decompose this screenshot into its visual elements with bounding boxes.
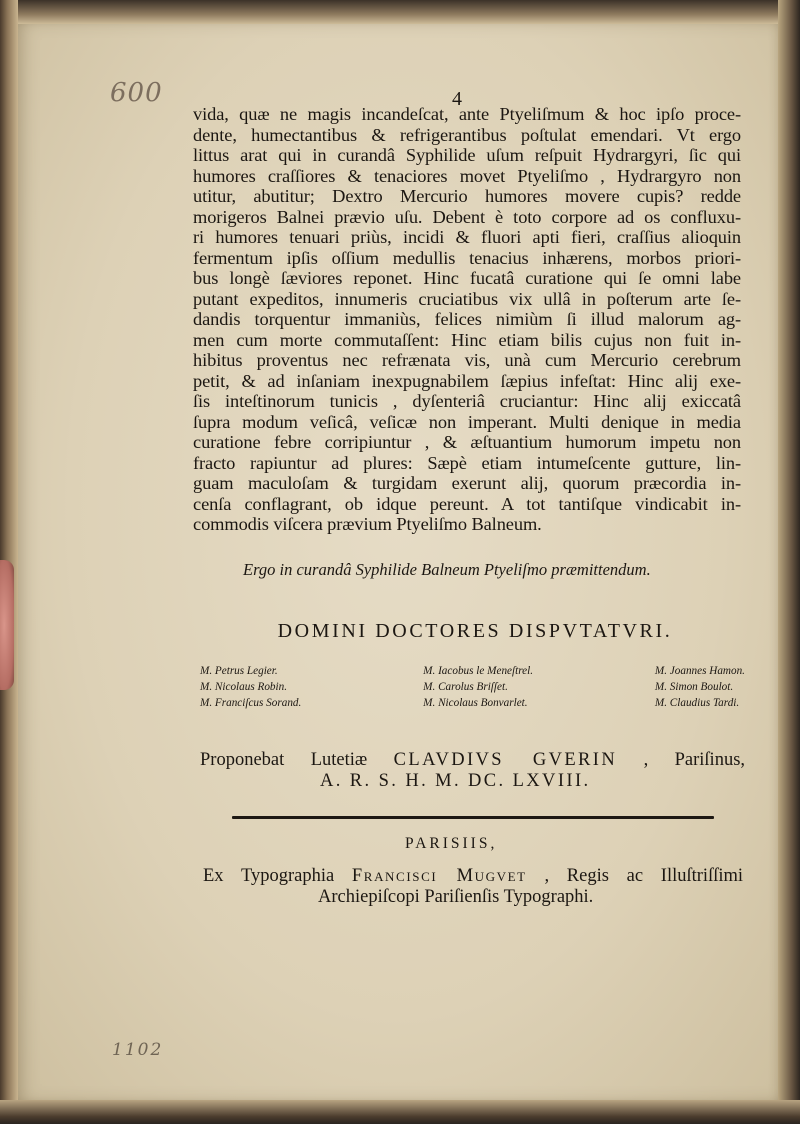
names-column-2 [423,663,533,711]
date-line: A. R. S. H. M. DC. LXVIII. [320,771,591,791]
disputant-name: M. Joannes Hamon. [654,665,745,677]
disputant-names [200,663,745,711]
page-number: 4 [452,88,462,110]
body-line: dente, humectantibus & refrigerantibus poſtulat emendari. Vt ergo [193,124,741,145]
imprint-place: PARISIIS, [405,835,498,852]
disputant-name: M. Nicolaus Robin. [200,681,288,693]
divider-rule [232,816,714,819]
disputant-name: M. Simon Boulot. [654,681,734,693]
body-line: curatione febre corripiuntur , & æſtuantium humorum impetu non [193,432,741,452]
body-line: ſis inteſtinorum tunicis , dyſenteriâ cruciantur: Hinc alij exiccatâ [193,391,741,411]
proponent-line [200,750,745,771]
conclusion-line: Ergo in curandâ Syphilide Balneum Ptyeliſmo præmittendum. [243,560,651,579]
body-line: men cum morte commutaſſent: Hinc etiam bilis cujus non fuit in- [193,329,741,350]
body-line: utitur, abutitur; Dextro Mercurio humores movere cupis? redde [193,186,741,206]
names-column-1 [200,663,301,711]
right-book-edge [778,0,800,1124]
body-text [193,104,741,535]
disputant-name: M. Claudius Tardi. [654,697,740,709]
handwritten-folio-mark: 600 [110,78,163,108]
thumb-holding-page [0,560,14,690]
proponent-suffix: , Pariſinus, [643,750,746,770]
body-line: putant expeditos, innumeris cruciatibus vix ullâ in poſterum arte ſe- [193,288,741,309]
body-line: morigeros Balnei prævio uſu. Debent è toto corpore ad os confluxu- [193,206,741,227]
printer-name: Francisci Mugvet [351,866,527,886]
body-line: ri humores tenuari priùs, incidi & fluori apti fieri, craſſius alioquin [193,227,741,247]
body-line: guam maculoſam & turgidam exerunt alij, quorum præcordia in- [193,473,741,493]
body-line: ſupra modum veſicâ, veſicæ non imperant. Multi denique in media [193,411,741,432]
disputant-name: M. Petrus Legier. [200,665,278,677]
handwritten-catalog-mark: 1102 [112,1040,164,1060]
body-line: vida, quæ ne magis incandeſcat, ante Ptyeliſmum & hoc ipſo proce- [193,104,741,124]
body-line: petit, & ad inſaniam inexpugnabilem ſæpius infeſtat: Hinc alij exe- [193,370,741,391]
body-line: bus longè ſæviores reponet. Hinc fucatâ curatione qui ſe omni labe [193,268,741,288]
proponent-name: CLAVDIVS GVERIN [393,750,618,770]
imprint-prefix: Ex Typographia [203,866,335,886]
body-line: fracto rapiuntur ad plures: Sæpè etiam intumeſcente gutture, lin- [193,452,741,473]
disputant-name: M. Franciſcus Sorand. [200,697,302,709]
body-line: cenſa conflagrant, ob idque pereunt. A tot tantiſque vindicabit in- [193,493,741,514]
disputant-name: M. Carolus Briſſet. [423,681,508,693]
imprint-printer-line-2: Archiepiſcopi Pariſienſis Typographi. [318,887,594,907]
disputants-heading: DOMINI DOCTORES DISPVTATVRI. [277,620,673,642]
proponent-prefix: Proponebat Lutetiæ [200,750,368,770]
body-line: hibitus proventus nec refrænata vis, unà cum Mercurio cerebrum [193,350,741,370]
bottom-book-edge [0,1100,800,1124]
disputant-name: M. Nicolaus Bonvarlet. [423,697,528,709]
disputant-name: M. Iacobus le Meneſtrel. [423,665,534,677]
body-line: dandis torquentur immaniùs, felices nimiùm ſi illud malorum ag- [193,309,741,329]
imprint-printer-line [203,866,743,887]
body-line: littus arat qui in curandâ Syphilide uſum reſpuit Hydrargyri, ſic qui [193,145,741,165]
body-line: humores craſſiores & tenaciores movet Ptyeliſmo , Hydrargyro non [193,165,741,186]
imprint-suffix: , Regis ac Illuſtriſſimi [544,866,744,886]
body-line: commodis viſcera prævium Ptyeliſmo Balneum. [193,514,542,534]
body-line: fermentum ipſis oſſium medullis tenacius inhærens, morbos priori- [193,247,741,268]
top-book-edge [0,0,800,24]
names-column-3 [655,663,745,711]
